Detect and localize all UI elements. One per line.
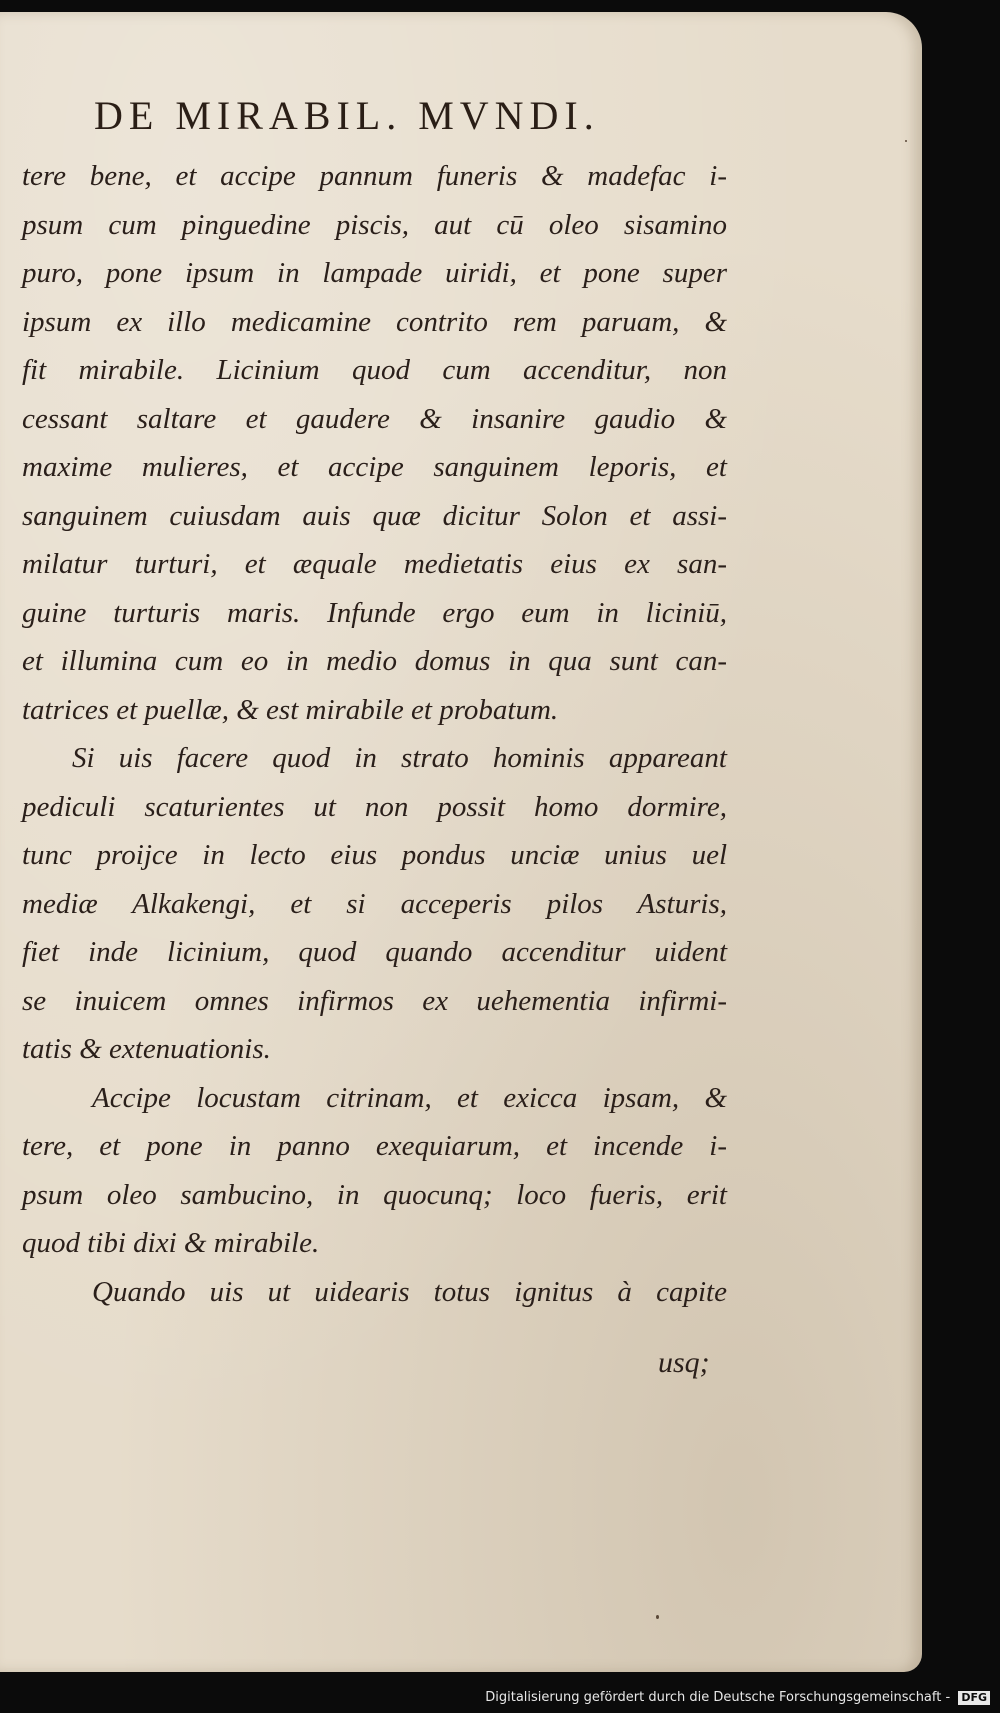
paragraph-start-line: Quando uis ut uidearis totus ignitus à capite <box>92 1275 727 1308</box>
text-line: fit mirabile. Licinium quod cum accenditur, non <box>22 354 727 386</box>
book-page <box>0 12 922 1672</box>
text-line: ipsum ex illo medicamine contrito rem paruam, & <box>22 305 727 338</box>
paragraph-start-line: Si uis facere quod in strato hominis appareant <box>72 742 727 774</box>
catchword: usq; <box>658 1346 710 1379</box>
text-line: se inuicem omnes infirmos ex uehementia infirmi- <box>22 984 727 1017</box>
digitization-credit <box>0 1690 990 1710</box>
text-line: milatur turturi, et æquale medietatis eius ex san- <box>22 548 727 580</box>
credit-text: Digitalisierung gefördert durch die Deutsche Forschungsgemeinschaft - <box>485 1690 951 1705</box>
text-line: tere, et pone in panno exequiarum, et incende i- <box>22 1130 727 1162</box>
text-line: tere bene, et accipe pannum funeris & madefac i- <box>22 160 727 192</box>
text-line: psum oleo sambucino, in quocunq; loco fueris, erit <box>22 1178 727 1211</box>
text-line: et illumina cum eo in medio domus in qua sunt can- <box>22 645 727 677</box>
body-text <box>22 152 727 1316</box>
text-line: sanguinem cuiusdam auis quæ dicitur Solon et assi- <box>22 499 727 532</box>
text-line: puro, pone ipsum in lampade uiridi, et pone super <box>22 257 727 289</box>
paragraph-start-line: Accipe locustam citrinam, et exicca ipsam, & <box>92 1081 727 1114</box>
text-line: quod tibi dixi & mirabile. <box>22 1227 320 1259</box>
text-line: pediculi scaturientes ut non possit homo dormire, <box>22 790 727 823</box>
text-line: tatrices et puellæ, & est mirabile et probatum. <box>22 693 559 726</box>
text-line: tatis & extenuationis. <box>22 1033 271 1065</box>
text-line: tunc proijce in lecto eius pondus unciæ unius uel <box>22 839 727 871</box>
text-line: psum cum pinguedine piscis, aut cū oleo sisamino <box>22 208 727 241</box>
text-line: maxime mulieres, et accipe sanguinem leporis, et <box>22 451 727 483</box>
text-line: cessant saltare et gaudere & insanire gaudio & <box>22 402 727 435</box>
paper-speck <box>905 140 907 142</box>
paper-speck <box>656 1615 659 1619</box>
text-line: guine turturis maris. Infunde ergo eum in liciniū, <box>22 596 727 629</box>
text-line: fiet inde licinium, quod quando accenditur uident <box>22 936 727 968</box>
text-line: mediæ Alkakengi, et si acceperis pilos Asturis, <box>22 887 727 920</box>
dfg-logo: DFG <box>958 1691 990 1705</box>
running-head: DE MIRABIL. MVNDI. <box>94 93 600 138</box>
